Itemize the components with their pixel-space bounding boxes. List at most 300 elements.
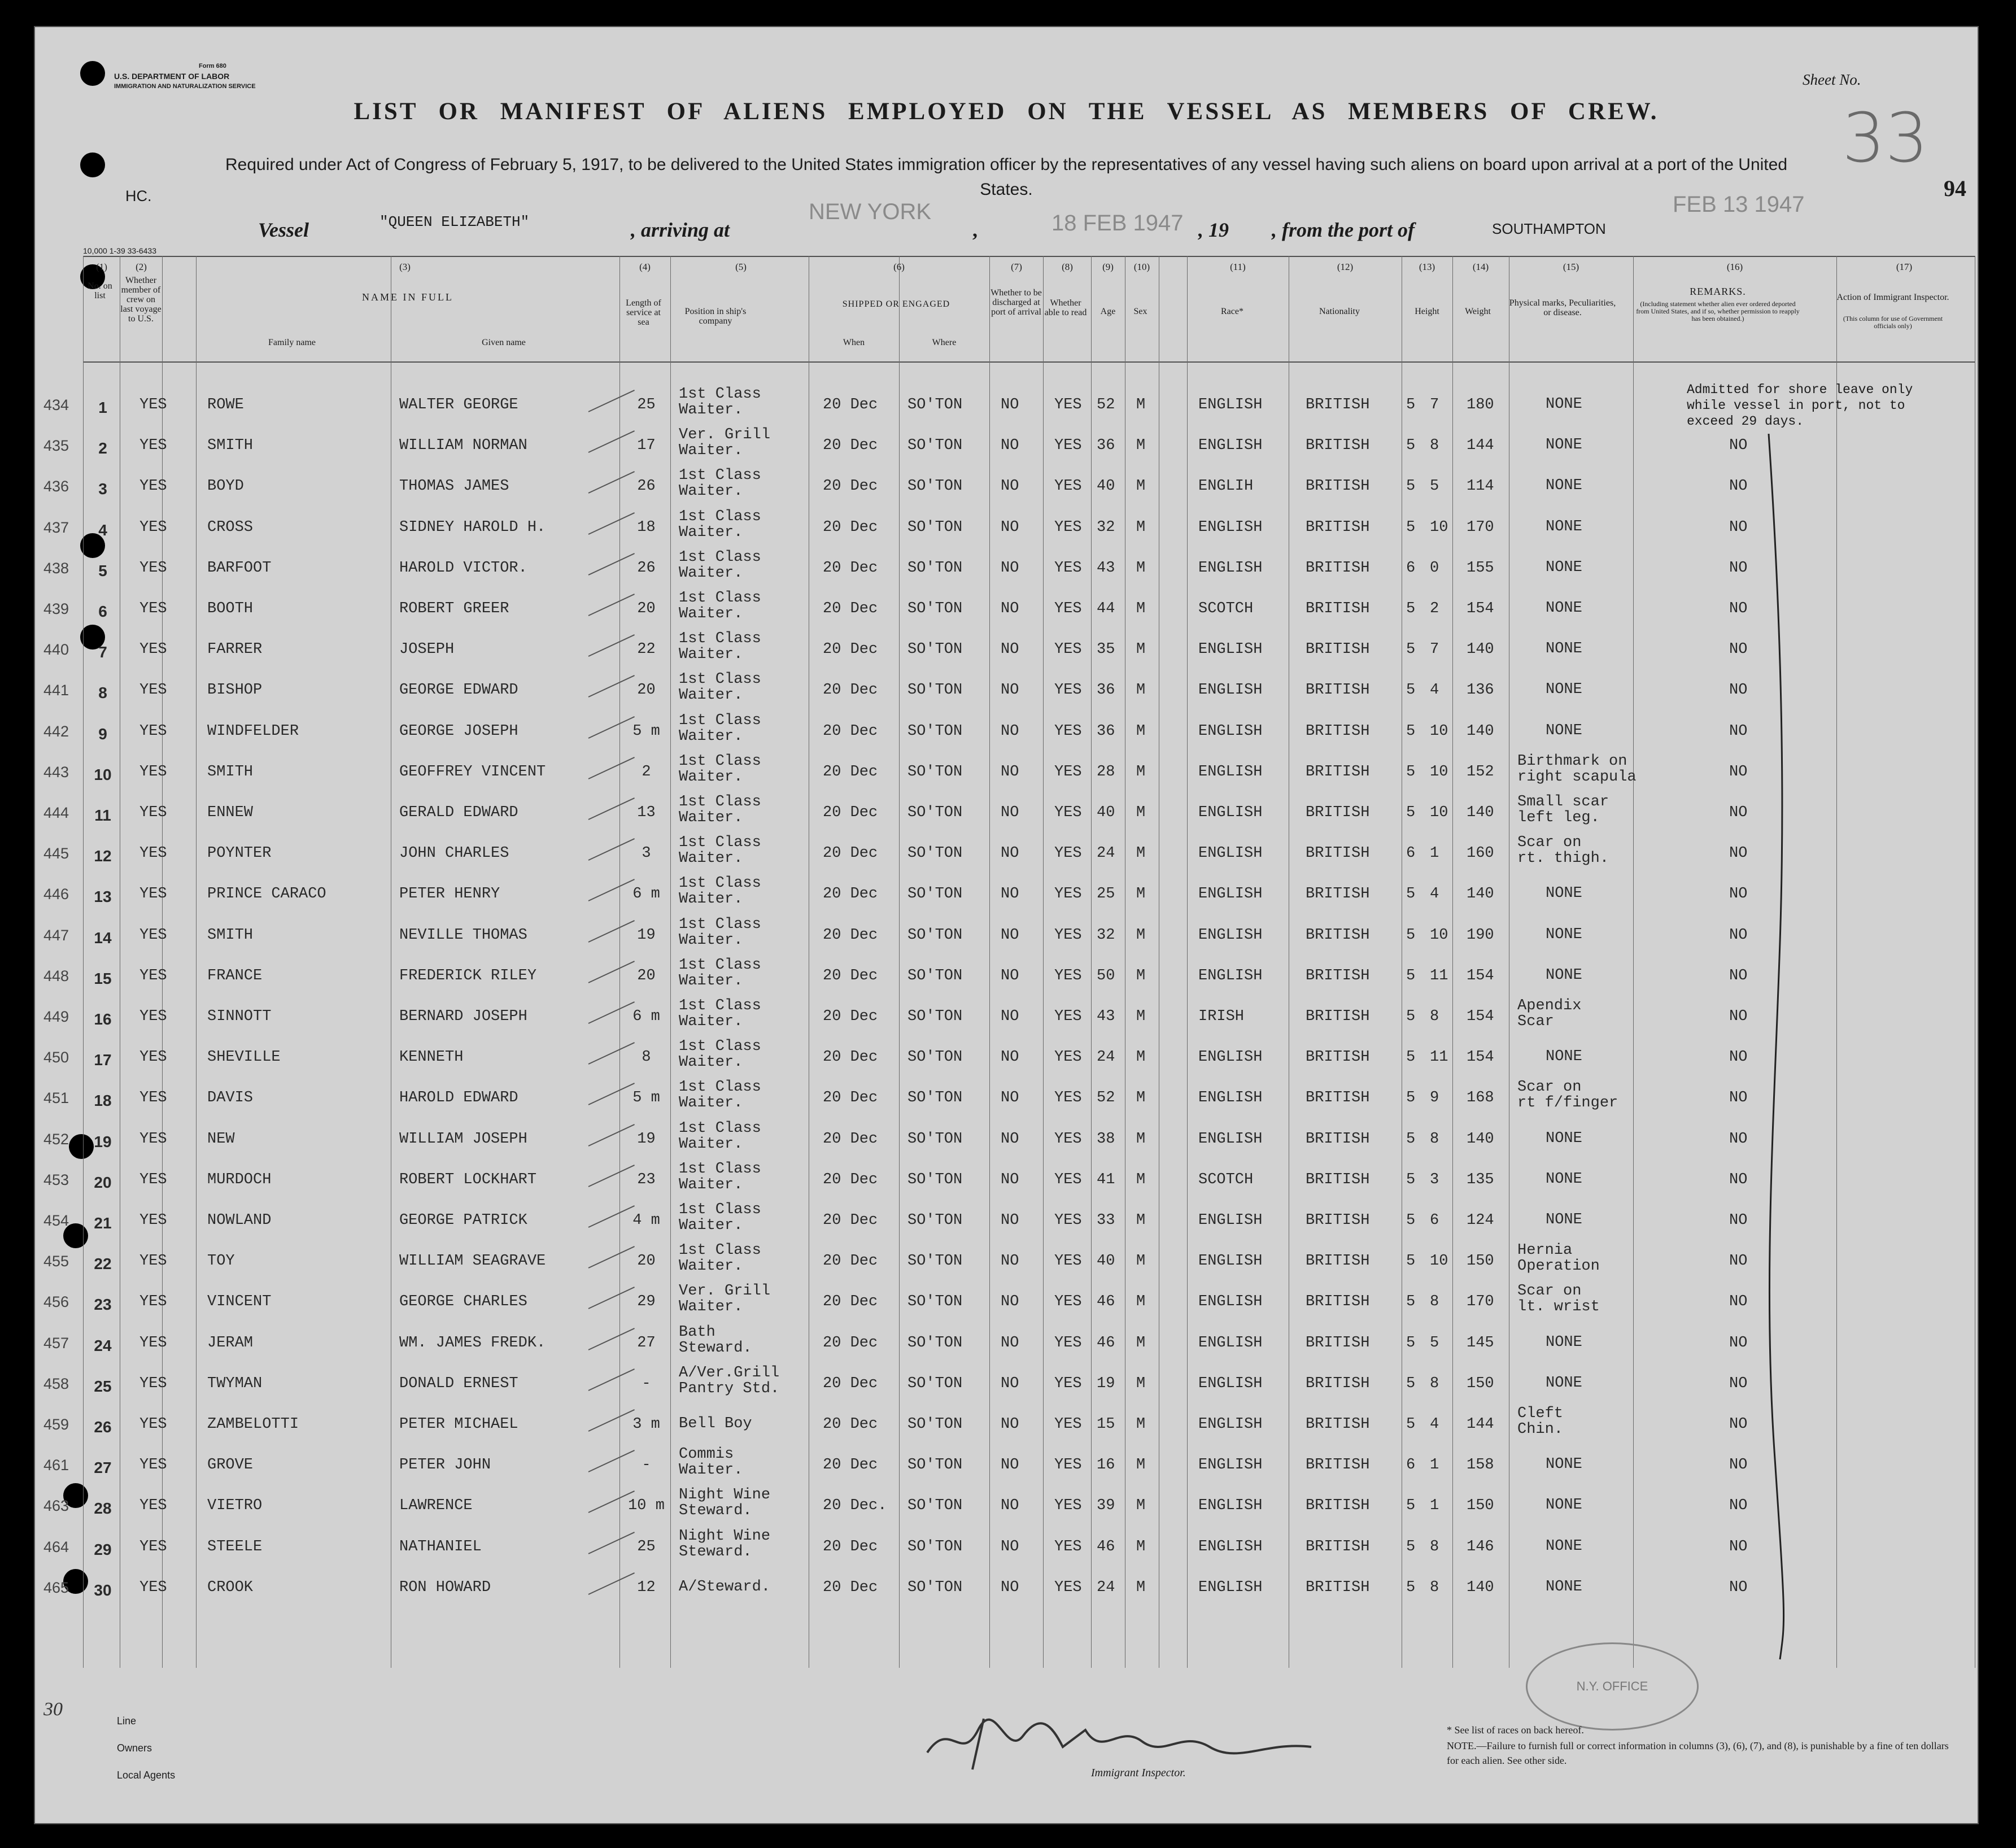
cell-position <box>679 835 761 866</box>
cell-remark: NO <box>1729 559 1748 577</box>
cell-read: YES <box>1054 1130 1082 1148</box>
cell-when: 20 Dec <box>823 722 878 740</box>
cell-prev: YES <box>139 641 167 659</box>
cell-read: YES <box>1054 1212 1082 1229</box>
cell-where: SO'TON <box>907 1008 963 1025</box>
cell-prev: YES <box>139 1416 167 1433</box>
cell-when: 20 Dec <box>823 1049 878 1066</box>
cell-position-2: Waiter. <box>679 1298 743 1316</box>
cell-sex: M <box>1136 1579 1146 1596</box>
cell-given: PETER MICHAEL <box>399 1416 518 1433</box>
cell-no: 21 <box>94 1214 112 1232</box>
cell-given: SIDNEY HAROLD H. <box>399 518 546 536</box>
footer-owners: Owners <box>117 1742 152 1754</box>
cell-family: FARRER <box>207 641 263 659</box>
cell-given: DONALD ERNEST <box>399 1375 518 1392</box>
cell-sex: M <box>1136 641 1146 659</box>
cell-prev: YES <box>139 1089 167 1107</box>
cell-hi: 11 <box>1430 1049 1448 1066</box>
cell-age: 19 <box>1097 1375 1115 1392</box>
cell-marks-1: NONE <box>1546 1130 1582 1147</box>
cell-position <box>679 1161 761 1193</box>
cell-given: THOMAS JAMES <box>399 478 509 495</box>
cell-when: 20 Dec <box>823 1416 878 1433</box>
cell-position <box>679 468 761 499</box>
cell-prev: YES <box>139 1049 167 1066</box>
cell-sex: M <box>1136 1130 1146 1148</box>
cell-age: 40 <box>1097 804 1115 821</box>
cell-family: FRANCE <box>207 967 263 984</box>
cell-read: YES <box>1054 1089 1082 1107</box>
cell-position-2: Steward. <box>679 1339 752 1357</box>
cell-given: WALTER GEORGE <box>399 396 518 413</box>
cell-position-1: 1st Class <box>679 834 761 852</box>
cell-marks-1: NONE <box>1546 437 1582 454</box>
cell-prev: YES <box>139 1293 167 1311</box>
cell-seq: 434 <box>43 396 69 413</box>
cell-family: VINCENT <box>207 1293 272 1311</box>
cell-family: POYNTER <box>207 845 272 862</box>
cell-disch: NO <box>1001 1008 1019 1025</box>
cell-where: SO'TON <box>907 682 963 699</box>
cell-remark: NO <box>1729 804 1748 821</box>
cell-position-2: Waiter. <box>679 1095 743 1112</box>
cell-when: 20 Dec <box>823 1089 878 1107</box>
cell-family: BISHOP <box>207 682 263 699</box>
cell-marks-1: NONE <box>1546 722 1582 739</box>
cell-prev: YES <box>139 1375 167 1392</box>
table-row <box>35 1119 1978 1163</box>
cell-prev: YES <box>139 682 167 699</box>
cell-age: 46 <box>1097 1334 1115 1352</box>
cell-hf: 5 <box>1406 518 1416 536</box>
cell-family: PRINCE CARACO <box>207 886 326 903</box>
cell-no: 9 <box>98 725 107 743</box>
cell-remark: NO <box>1729 1130 1748 1148</box>
cell-family: BOYD <box>207 478 244 495</box>
cell-where: SO'TON <box>907 396 963 413</box>
cell-no: 6 <box>98 603 107 620</box>
cell-position-2: Waiter. <box>679 524 743 541</box>
cell-remark: NO <box>1729 1497 1748 1515</box>
cell-position <box>679 1243 761 1274</box>
cell-marks-1: NONE <box>1546 1537 1582 1555</box>
cell-race: ENGLISH <box>1198 559 1263 577</box>
cell-marks-1: Small scar <box>1517 794 1609 810</box>
cell-disch: NO <box>1001 763 1019 781</box>
cell-position-1: 1st Class <box>679 875 761 892</box>
cell-hf: 5 <box>1406 1538 1416 1555</box>
cell-read: YES <box>1054 1253 1082 1270</box>
cell-age: 41 <box>1097 1171 1115 1188</box>
cell-wt: 140 <box>1467 886 1494 903</box>
cell-no: 16 <box>94 1010 112 1028</box>
cell-given: ROBERT GREER <box>399 600 509 617</box>
cell-marks <box>1546 1457 1582 1472</box>
cell-service: - <box>642 1375 651 1392</box>
cell-prev: YES <box>139 926 167 944</box>
cell-position-2: Waiter. <box>679 402 743 419</box>
cell-no: 4 <box>98 521 107 539</box>
cell-race: ENGLISH <box>1198 641 1263 659</box>
cell-marks <box>1517 1406 1563 1437</box>
cell-no: 5 <box>98 561 107 579</box>
cell-read: YES <box>1054 1375 1082 1392</box>
cell-position-2: Waiter. <box>679 768 743 786</box>
cell-family: SMITH <box>207 926 254 944</box>
cell-race: IRISH <box>1198 1008 1245 1025</box>
cell-when: 20 Dec <box>823 682 878 699</box>
cell-no: 2 <box>98 439 107 457</box>
cell-hf: 5 <box>1406 1579 1416 1596</box>
cell-hf: 5 <box>1406 1416 1416 1433</box>
department: U.S. DEPARTMENT OF LABOR <box>114 72 230 81</box>
cell-wt: 154 <box>1467 967 1494 984</box>
cell-race: ENGLISH <box>1198 763 1263 781</box>
cell-marks-1: NONE <box>1546 1211 1582 1228</box>
cell-marks-1: NONE <box>1546 1333 1582 1351</box>
header-name-in-full: NAME IN FULL <box>362 291 453 303</box>
cell-seq: 450 <box>43 1049 69 1066</box>
cell-sex: M <box>1136 1416 1146 1433</box>
cell-nat: BRITISH <box>1306 1130 1370 1148</box>
cell-where: SO'TON <box>907 845 963 862</box>
table-row <box>35 1364 1978 1408</box>
cell-service: 25 <box>637 1538 656 1555</box>
cell-remark: NO <box>1729 926 1748 944</box>
cell-marks <box>1546 519 1582 535</box>
cell-sex: M <box>1136 1089 1146 1107</box>
column-number: (5) <box>735 261 747 272</box>
cell-hi: 1 <box>1430 1497 1439 1515</box>
cell-disch: NO <box>1001 1130 1019 1148</box>
cell-hf: 5 <box>1406 1253 1416 1270</box>
cell-remark: NO <box>1729 1538 1748 1555</box>
cell-where: SO'TON <box>907 1130 963 1148</box>
cell-remark: NO <box>1729 600 1748 617</box>
cell-read: YES <box>1054 518 1082 536</box>
column-number: (8) <box>1062 261 1073 272</box>
cell-position <box>679 1416 752 1432</box>
cell-family: NEW <box>207 1130 235 1148</box>
cell-marks-2: Scar <box>1517 1013 1554 1030</box>
cell-hi: 10 <box>1430 518 1448 536</box>
cell-age: 24 <box>1097 1049 1115 1066</box>
cell-race: ENGLISH <box>1198 1375 1263 1392</box>
from-port: SOUTHAMPTON <box>1492 220 1606 237</box>
cell-service: 26 <box>637 478 656 495</box>
table-row <box>35 1489 1978 1530</box>
cell-given: HAROLD EDWARD <box>399 1089 518 1107</box>
cell-disch: NO <box>1001 1538 1019 1555</box>
cell-nat: BRITISH <box>1306 1497 1370 1515</box>
cell-marks-1: Scar on <box>1517 834 1582 852</box>
cell-hf: 5 <box>1406 600 1416 617</box>
cell-when: 20 Dec <box>823 967 878 984</box>
cell-seq: 436 <box>43 478 69 495</box>
cell-position-2: Steward. <box>679 1543 752 1561</box>
cell-where: SO'TON <box>907 1253 963 1270</box>
cell-marks-1: NONE <box>1546 1048 1582 1066</box>
cell-remark: NO <box>1729 1253 1748 1270</box>
cell-wt: 144 <box>1467 437 1494 455</box>
cell-given: WILLIAM JOSEPH <box>399 1130 527 1148</box>
cell-prev: YES <box>139 763 167 781</box>
table-row <box>35 1405 1978 1449</box>
header-discharged: Whether to be discharged at port of arrival <box>990 288 1042 317</box>
cell-seq: 465 <box>43 1579 69 1596</box>
cell-read: YES <box>1054 1008 1082 1025</box>
cell-sex: M <box>1136 804 1146 821</box>
cell-age: 46 <box>1097 1538 1115 1555</box>
penalty-note: NOTE.—Failure to furnish full or correct information in columns (3), (6), (7), and (8), is punishable by a fine of ten dollars for each alien. See other side. <box>1447 1740 1949 1766</box>
cell-service: 20 <box>637 682 656 699</box>
cell-service: 19 <box>637 926 656 944</box>
cell-marks-1: NONE <box>1546 559 1582 576</box>
column-number: (13) <box>1419 261 1435 272</box>
cell-wt: 140 <box>1467 722 1494 740</box>
cell-read: YES <box>1054 559 1082 577</box>
cell-race: ENGLISH <box>1198 1334 1263 1352</box>
cell-where: SO'TON <box>907 1334 963 1352</box>
cell-position-2: Waiter. <box>679 1217 743 1234</box>
cell-seq: 448 <box>43 967 69 984</box>
column-number: (1) <box>96 261 107 272</box>
cell-hi: 2 <box>1430 600 1439 617</box>
cell-nat: BRITISH <box>1306 682 1370 699</box>
cell-given: WILLIAM NORMAN <box>399 437 527 455</box>
cell-position-1: Ver. Grill <box>679 1283 771 1300</box>
cell-marks-2: rt. thigh. <box>1517 850 1609 868</box>
cell-no: 20 <box>94 1173 112 1191</box>
cell-marks-1: NONE <box>1546 1374 1582 1392</box>
cell-read: YES <box>1054 396 1082 413</box>
cell-marks-2: Operation <box>1517 1258 1600 1275</box>
cell-hi: 5 <box>1430 478 1439 495</box>
table-row <box>35 1285 1978 1326</box>
cell-race: SCOTCH <box>1198 600 1254 617</box>
cell-prev: YES <box>139 478 167 495</box>
cell-nat: BRITISH <box>1306 1416 1370 1433</box>
header-length-service: Length of service at sea <box>626 298 661 327</box>
cell-position-2: Waiter. <box>679 1054 743 1071</box>
cell-read: YES <box>1054 1538 1082 1555</box>
cell-seq: 438 <box>43 559 69 577</box>
cell-service: 8 <box>642 1049 651 1066</box>
cell-age: 36 <box>1097 722 1115 740</box>
cell-where: SO'TON <box>907 967 963 984</box>
table-top-rule <box>83 256 1975 257</box>
cell-marks <box>1517 1243 1600 1274</box>
cell-seq: 443 <box>43 763 69 781</box>
cell-position-1: 1st Class <box>679 752 761 770</box>
header-no-on-list: No. on list <box>88 281 112 300</box>
cell-seq: 447 <box>43 926 69 944</box>
arriving-label: , arriving at <box>631 219 730 241</box>
cell-disch: NO <box>1001 1457 1019 1474</box>
cell-marks <box>1546 682 1582 698</box>
cell-where: SO'TON <box>907 1375 963 1392</box>
cell-service: 20 <box>637 967 656 984</box>
cell-sex: M <box>1136 518 1146 536</box>
cell-wt: 140 <box>1467 1130 1494 1148</box>
cell-remark: NO <box>1729 1457 1748 1474</box>
cell-prev: YES <box>139 1538 167 1555</box>
column-number: (6) <box>893 261 905 272</box>
cell-marks-1: NONE <box>1546 396 1582 413</box>
cell-age: 36 <box>1097 682 1115 699</box>
cell-nat: BRITISH <box>1306 396 1370 413</box>
cell-disch: NO <box>1001 396 1019 413</box>
cell-when: 20 Dec <box>823 886 878 903</box>
cell-when: 20 Dec <box>823 763 878 781</box>
cell-marks-1: NONE <box>1546 1456 1582 1474</box>
footer-line: Line <box>117 1715 137 1727</box>
cell-age: 44 <box>1097 600 1115 617</box>
cell-when: 20 Dec <box>823 1212 878 1229</box>
column-number: (4) <box>639 261 651 272</box>
cell-service: 25 <box>637 396 656 413</box>
cell-given: GEORGE JOSEPH <box>399 722 518 740</box>
page-number: 94 <box>1944 176 1966 201</box>
table-row <box>35 834 1978 878</box>
cell-where: SO'TON <box>907 1171 963 1188</box>
cell-prev: YES <box>139 722 167 740</box>
cell-marks <box>1546 927 1582 943</box>
cell-hf: 5 <box>1406 804 1416 821</box>
cell-position-2: Waiter. <box>679 442 743 460</box>
cell-wt: 140 <box>1467 804 1494 821</box>
table-row <box>35 671 1978 714</box>
cell-family: TOY <box>207 1253 235 1270</box>
cell-race: ENGLISH <box>1198 1538 1263 1555</box>
table-row <box>35 916 1978 960</box>
cell-disch: NO <box>1001 478 1019 495</box>
cell-when: 20 Dec <box>823 1579 878 1596</box>
cell-remark: NO <box>1729 1212 1748 1229</box>
cell-read: YES <box>1054 1497 1082 1515</box>
cell-age: 46 <box>1097 1293 1115 1311</box>
cell-race: ENGLISH <box>1198 1049 1263 1066</box>
cell-marks <box>1517 998 1581 1030</box>
cell-age: 40 <box>1097 478 1115 495</box>
cell-family: CROSS <box>207 518 254 536</box>
cell-prev: YES <box>139 437 167 455</box>
cell-position-1: Ver. Grill <box>679 426 771 444</box>
cell-marks-1: NONE <box>1546 681 1582 699</box>
cell-hf: 5 <box>1406 1130 1416 1148</box>
cell-position-1: 1st Class <box>679 794 761 810</box>
cell-nat: BRITISH <box>1306 1089 1370 1107</box>
cell-given: NEVILLE THOMAS <box>399 926 527 944</box>
cell-race: ENGLISH <box>1198 1497 1263 1515</box>
cell-service: 4 m <box>632 1212 660 1229</box>
cell-family: ENNEW <box>207 804 254 821</box>
cell-sex: M <box>1136 1293 1146 1311</box>
cell-hi: 10 <box>1430 722 1448 740</box>
cell-seq: 461 <box>43 1457 69 1474</box>
page-subtitle: Required under Act of Congress of February 5, 1917, to be delivered to the United States immigration officer by the representatives of any vessel having such aliens on board upon arrival at a port of the United States. <box>225 155 1788 199</box>
cell-prev: YES <box>139 1171 167 1188</box>
cell-read: YES <box>1054 1049 1082 1066</box>
header-given-name: Given name <box>482 338 526 347</box>
cell-seq: 452 <box>43 1130 69 1148</box>
table-row <box>35 796 1978 837</box>
cell-seq: 458 <box>43 1375 69 1392</box>
cell-family: ROWE <box>207 396 244 413</box>
cell-disch: NO <box>1001 1579 1019 1596</box>
cell-position <box>679 1446 743 1478</box>
cell-position-1: 1st Class <box>679 1038 761 1056</box>
cell-sex: M <box>1136 600 1146 617</box>
cell-read: YES <box>1054 926 1082 944</box>
cell-service: - <box>642 1457 651 1474</box>
cell-race: ENGLISH <box>1198 926 1263 944</box>
cell-remark: NO <box>1729 763 1748 781</box>
cell-hi: 4 <box>1430 1416 1439 1433</box>
cell-position-2: Waiter. <box>679 1462 743 1479</box>
table-row <box>35 1446 1978 1489</box>
cell-service: 19 <box>637 1130 656 1148</box>
cell-position-1: 1st Class <box>679 712 761 729</box>
cell-sex: M <box>1136 722 1146 740</box>
cell-nat: BRITISH <box>1306 559 1370 577</box>
cell-service: 5 m <box>632 1089 660 1107</box>
cell-position-2: Waiter. <box>679 483 743 500</box>
cell-race: ENGLISH <box>1198 437 1263 455</box>
form-number: Form 680 <box>199 63 226 69</box>
cell-no: 23 <box>94 1296 112 1314</box>
cell-family: JERAM <box>207 1334 254 1352</box>
cell-position-1: A/Ver.Grill <box>679 1364 780 1381</box>
cell-when: 20 Dec. <box>823 1497 887 1515</box>
cell-wt: 168 <box>1467 1089 1494 1107</box>
cell-wt: 190 <box>1467 926 1494 944</box>
cell-race: ENGLISH <box>1198 1457 1263 1474</box>
cell-marks-1: NONE <box>1546 1578 1582 1596</box>
cell-hf: 6 <box>1406 1457 1416 1474</box>
cell-no: 12 <box>94 847 112 865</box>
table-row <box>35 712 1978 756</box>
header-sex: Sex <box>1133 307 1147 316</box>
cell-disch: NO <box>1001 722 1019 740</box>
cell-wt: 150 <box>1467 1253 1494 1270</box>
table-row <box>35 630 1978 674</box>
cell-hi: 5 <box>1430 1334 1439 1352</box>
cell-disch: NO <box>1001 1334 1019 1352</box>
cell-sex: M <box>1136 1008 1146 1025</box>
cell-seq: 451 <box>43 1089 69 1107</box>
page-title: LIST OR MANIFEST OF ALIENS EMPLOYED ON THE VESSEL AS MEMBERS OF CREW. <box>354 98 1659 125</box>
cell-hf: 5 <box>1406 1171 1416 1188</box>
cell-no: 13 <box>94 888 112 906</box>
cell-family: SHEVILLE <box>207 1049 281 1066</box>
table-row <box>35 508 1978 552</box>
cell-disch: NO <box>1001 437 1019 455</box>
cell-family: DAVIS <box>207 1089 254 1107</box>
table-row <box>35 1323 1978 1367</box>
column-number: (12) <box>1337 261 1354 272</box>
cell-service: 20 <box>637 600 656 617</box>
cell-read: YES <box>1054 1171 1082 1188</box>
cell-marks <box>1546 1131 1582 1147</box>
cell-position-1: 1st Class <box>679 590 761 607</box>
cell-position-2: Waiter. <box>679 605 743 622</box>
cell-position-1: Bath <box>679 1323 715 1341</box>
cell-given: LAWRENCE <box>399 1497 473 1515</box>
cell-given: PETER JOHN <box>399 1457 491 1474</box>
punch-hole <box>80 61 105 86</box>
